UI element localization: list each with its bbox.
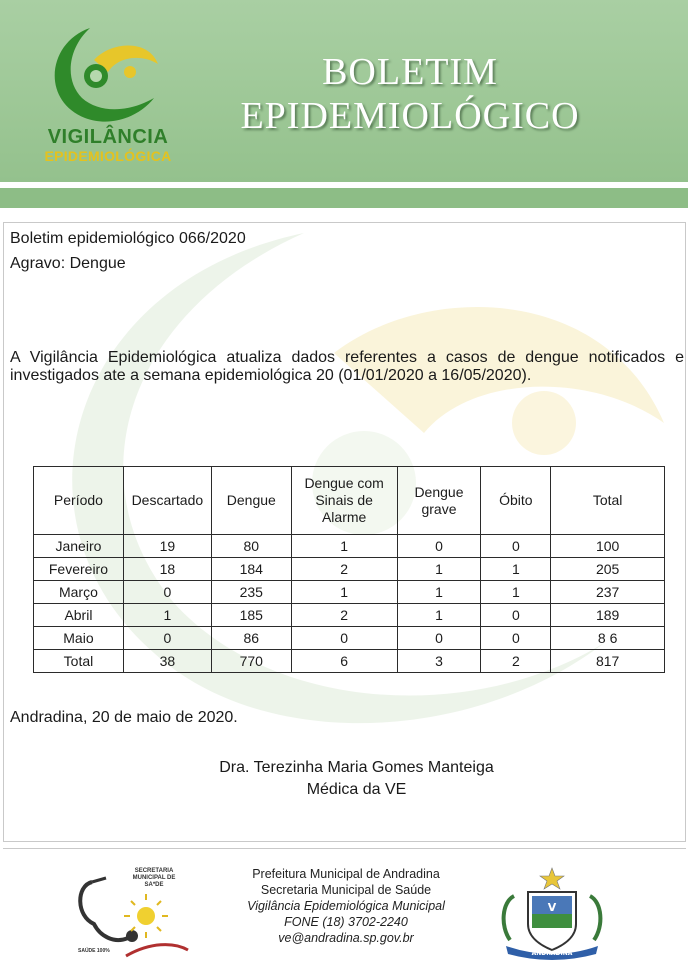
logo-word-vigilancia: VIGILÂNCIA [47, 126, 169, 148]
footer-phone: FONE (18) 3702-2240 [284, 915, 408, 929]
table-cell: 8 6 [551, 627, 665, 650]
secretaria-logo-title: SECRETARIA MUNICIPAL DE SA*DE [132, 868, 176, 888]
title-line-1: BOLETIM [322, 51, 498, 93]
signature-role: Médica da VE [306, 781, 407, 798]
bulletin-number: Boletim epidemiológico 066/2020 [10, 230, 246, 247]
table-cell: 80 [211, 535, 291, 558]
table-cell: 1 [397, 581, 481, 604]
dengue-cases-table [33, 466, 665, 673]
intro-paragraph: A Vigilância Epidemiológica atualiza dados referentes a casos de dengue notificados e investigados ate a semana epidemiológica 20 (01/01/2020 a 16/05/2020). [10, 349, 684, 384]
table-cell: 237 [551, 581, 665, 604]
col-header-descartado: Descartado [123, 467, 211, 535]
agravo-line: Agravo: Dengue [10, 255, 126, 272]
table-cell: Total [34, 650, 124, 673]
table-header-row [34, 467, 665, 535]
footer-contact [196, 866, 496, 946]
table-cell: 100 [551, 535, 665, 558]
table-row [34, 535, 665, 558]
col-header-periodo: Período [34, 467, 124, 535]
footer-line-vigilancia: Vigilância Epidemiológica Municipal [247, 899, 445, 913]
table-cell: 0 [123, 581, 211, 604]
andradina-coat-of-arms [492, 866, 612, 960]
table-cell: 0 [397, 535, 481, 558]
table-cell: 6 [291, 650, 397, 673]
bulletin-body [3, 222, 686, 842]
table-cell: 0 [481, 535, 551, 558]
table-cell: 1 [481, 581, 551, 604]
table-cell: 235 [211, 581, 291, 604]
table-cell: Março [34, 581, 124, 604]
col-header-dengue: Dengue [211, 467, 291, 535]
page-title [210, 50, 610, 138]
table-cell: 18 [123, 558, 211, 581]
table-cell: 2 [291, 604, 397, 627]
footer-line-prefeitura: Prefeitura Municipal de Andradina [252, 867, 440, 881]
col-header-total: Total [551, 467, 665, 535]
table-cell: 770 [211, 650, 291, 673]
footer-email: ve@andradina.sp.gov.br [278, 931, 414, 945]
footer-line-secretaria: Secretaria Municipal de Saúde [260, 883, 432, 897]
table-cell: Janeiro [34, 535, 124, 558]
table-cell: 86 [211, 627, 291, 650]
table-row [34, 604, 665, 627]
table-row [34, 581, 665, 604]
table-cell: 1 [123, 604, 211, 627]
table-row [34, 627, 665, 650]
table-cell: 185 [211, 604, 291, 627]
table-cell: 184 [211, 558, 291, 581]
table-cell: 1 [291, 535, 397, 558]
vigilancia-logo [30, 20, 180, 170]
secretaria-logo-caption: SAÚDE 100% [78, 948, 110, 954]
table-cell: 2 [481, 650, 551, 673]
col-header-dengue-grave: Dengue grave [397, 467, 481, 535]
table-cell: 19 [123, 535, 211, 558]
table-cell: 1 [291, 581, 397, 604]
table-cell: 38 [123, 650, 211, 673]
table-cell: 189 [551, 604, 665, 627]
table-cell: 0 [123, 627, 211, 650]
svg-text:V: V [547, 901, 557, 914]
table-cell: 1 [397, 558, 481, 581]
table-cell: Fevereiro [34, 558, 124, 581]
table-cell: 817 [551, 650, 665, 673]
table-cell: Maio [34, 627, 124, 650]
table-row-total [34, 650, 665, 673]
logo-word-epidemiologica: EPIDEMIOLÓGICA [44, 148, 172, 164]
col-header-sinais-alarme: Dengue com Sinais de Alarme [291, 467, 397, 535]
table-cell: 2 [291, 558, 397, 581]
header-banner [0, 0, 688, 182]
table-cell: 0 [481, 627, 551, 650]
table-cell: 1 [481, 558, 551, 581]
header-divider-green [0, 188, 688, 208]
table-cell: 205 [551, 558, 665, 581]
table-cell: 1 [397, 604, 481, 627]
table-cell: 3 [397, 650, 481, 673]
title-line-2: EPIDEMIOLÓGICO [240, 95, 580, 137]
table-cell: Abril [34, 604, 124, 627]
table-row [34, 558, 665, 581]
table-cell: 0 [397, 627, 481, 650]
table-cell: 0 [291, 627, 397, 650]
table-cell: 0 [481, 604, 551, 627]
coat-of-arms-icon [492, 866, 612, 960]
col-header-obito: Óbito [481, 467, 551, 535]
crest-banner-text: ANDRADINA [531, 950, 573, 957]
signature-name: Dra. Terezinha Maria Gomes Manteiga [219, 759, 494, 776]
place-and-date: Andradina, 20 de maio de 2020. [10, 709, 238, 726]
